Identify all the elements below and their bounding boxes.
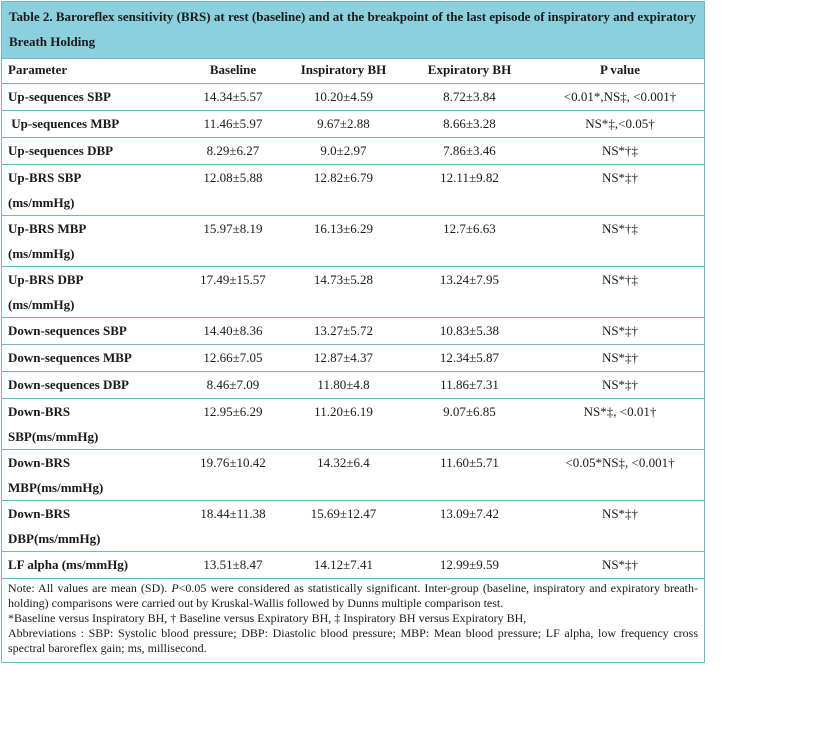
cell-inspiratory: 12.82±6.79 (284, 165, 403, 216)
note-text: Note: All values are mean (SD). (8, 581, 172, 595)
cell-expiratory: 12.99±9.59 (403, 552, 536, 579)
results-table (1, 1, 705, 663)
cell-inspiratory: 14.12±7.41 (284, 552, 403, 579)
cell-parameter (2, 165, 182, 216)
cell-p-value: NS*‡† (536, 165, 704, 216)
cell-expiratory: 13.09±7.42 (403, 501, 536, 552)
cell-baseline: 12.95±6.29 (182, 399, 284, 450)
cell-p-value: <0.01*,NS‡, <0.001† (536, 84, 704, 111)
parameter-line: Down-sequences SBP (8, 323, 127, 338)
cell-parameter (2, 552, 182, 579)
cell-expiratory: 8.66±3.28 (403, 111, 536, 138)
parameter-line: Up-sequences MBP (8, 116, 120, 131)
parameter-line: Down-BRS (8, 455, 71, 470)
parameter-line: Up-BRS MBP (8, 221, 87, 236)
parameter-line: Down-BRS (8, 404, 71, 419)
cell-p-value: NS*‡, <0.01† (536, 399, 704, 450)
cell-inspiratory: 14.73±5.28 (284, 267, 403, 318)
parameter-line: Up-BRS SBP (8, 170, 82, 185)
cell-baseline: 13.51±8.47 (182, 552, 284, 579)
cell-expiratory: 11.86±7.31 (403, 372, 536, 399)
cell-p-value: NS*‡† (536, 318, 704, 345)
cell-p-value: NS*†‡ (536, 138, 704, 165)
table-note (2, 579, 704, 662)
note-statistics (8, 581, 698, 611)
parameter-line: Down-BRS (8, 506, 71, 521)
parameter-line: SBP(ms/mmHg) (8, 429, 99, 444)
cell-parameter (2, 84, 182, 111)
table-row (2, 84, 704, 111)
cell-parameter (2, 450, 182, 501)
cell-expiratory: 9.07±6.85 (403, 399, 536, 450)
cell-expiratory: 12.7±6.63 (403, 216, 536, 267)
cell-parameter (2, 399, 182, 450)
cell-p-value: NS*‡† (536, 345, 704, 372)
header-inspiratory: Inspiratory BH (284, 59, 403, 84)
cell-baseline: 12.08±5.88 (182, 165, 284, 216)
cell-p-value: <0.05*NS‡, <0.001† (536, 450, 704, 501)
table-row (2, 267, 704, 318)
cell-p-value: NS*‡† (536, 501, 704, 552)
table-row (2, 165, 704, 216)
cell-parameter (2, 111, 182, 138)
cell-expiratory: 8.72±3.84 (403, 84, 536, 111)
cell-p-value: NS*‡† (536, 552, 704, 579)
table-row (2, 372, 704, 399)
parameter-line: LF alpha (ms/mmHg) (8, 557, 129, 572)
table-row (2, 111, 704, 138)
parameter-line: MBP(ms/mmHg) (8, 480, 104, 495)
note-p-italic: P (171, 581, 179, 595)
parameter-line: DBP(ms/mmHg) (8, 531, 101, 546)
parameter-line: Up-sequences SBP (8, 89, 111, 104)
header-expiratory: Expiratory BH (403, 59, 536, 84)
parameter-line: (ms/mmHg) (8, 246, 75, 261)
cell-baseline: 18.44±11.38 (182, 501, 284, 552)
cell-baseline: 11.46±5.97 (182, 111, 284, 138)
parameter-line: Down-sequences MBP (8, 350, 132, 365)
cell-parameter (2, 138, 182, 165)
cell-inspiratory: 13.27±5.72 (284, 318, 403, 345)
cell-inspiratory: 11.80±4.8 (284, 372, 403, 399)
note-symbols: *Baseline versus Inspiratory BH, † Baseline versus Expiratory BH, ‡ Inspiratory BH versus Expiratory BH, (8, 611, 527, 625)
cell-p-value: NS*‡† (536, 372, 704, 399)
cell-parameter (2, 318, 182, 345)
table-row (2, 450, 704, 501)
cell-expiratory: 12.34±5.87 (403, 345, 536, 372)
table-row (2, 552, 704, 579)
cell-parameter (2, 372, 182, 399)
cell-baseline: 8.29±6.27 (182, 138, 284, 165)
cell-baseline: 15.97±8.19 (182, 216, 284, 267)
cell-inspiratory: 9.0±2.97 (284, 138, 403, 165)
cell-expiratory: 12.11±9.82 (403, 165, 536, 216)
cell-baseline: 19.76±10.42 (182, 450, 284, 501)
cell-baseline: 14.34±5.57 (182, 84, 284, 111)
cell-p-value: NS*‡,<0.05† (536, 111, 704, 138)
table-row (2, 216, 704, 267)
header-parameter: Parameter (2, 59, 182, 84)
parameter-line: (ms/mmHg) (8, 297, 75, 312)
table-title: Table 2. Baroreflex sensitivity (BRS) at rest (baseline) and at the breakpoint of the last episode of inspiratory and expiratory Breath Holding (2, 2, 704, 59)
table-row (2, 345, 704, 372)
cell-p-value: NS*†‡ (536, 267, 704, 318)
parameter-line: (ms/mmHg) (8, 195, 75, 210)
note-abbreviations: Abbreviations : SBP: Systolic blood pressure; DBP: Diastolic blood pressure; MBP: Mean blood pressure; LF alpha, low frequency cross spectral baroreflex gain; ms, millisecond. (8, 626, 698, 655)
cell-parameter (2, 345, 182, 372)
cell-parameter (2, 501, 182, 552)
cell-expiratory: 13.24±7.95 (403, 267, 536, 318)
parameter-line: Up-BRS DBP (8, 272, 84, 287)
cell-expiratory: 10.83±5.38 (403, 318, 536, 345)
cell-expiratory: 7.86±3.46 (403, 138, 536, 165)
cell-p-value: NS*†‡ (536, 216, 704, 267)
parameter-line: Down-sequences DBP (8, 377, 129, 392)
header-p-value: P value (536, 59, 704, 84)
header-baseline: Baseline (182, 59, 284, 84)
cell-parameter (2, 216, 182, 267)
cell-inspiratory: 14.32±6.4 (284, 450, 403, 501)
header-row (2, 59, 704, 84)
cell-inspiratory: 10.20±4.59 (284, 84, 403, 111)
table-row (2, 399, 704, 450)
cell-inspiratory: 15.69±12.47 (284, 501, 403, 552)
cell-inspiratory: 16.13±6.29 (284, 216, 403, 267)
data-grid (2, 59, 704, 579)
cell-inspiratory: 9.67±2.88 (284, 111, 403, 138)
cell-baseline: 8.46±7.09 (182, 372, 284, 399)
cell-baseline: 17.49±15.57 (182, 267, 284, 318)
note-text-cont: <0.05 were considered as statistically significant. Inter-group (baseline, inspiratory and expiratory breath-holding) comparisons were carried out by Kruskal-Wallis followed by Dunns multiple comparison test. (8, 581, 698, 610)
table-row (2, 501, 704, 552)
parameter-line: Up-sequences DBP (8, 143, 114, 158)
cell-expiratory: 11.60±5.71 (403, 450, 536, 501)
table-row (2, 318, 704, 345)
cell-inspiratory: 12.87±4.37 (284, 345, 403, 372)
cell-inspiratory: 11.20±6.19 (284, 399, 403, 450)
cell-baseline: 14.40±8.36 (182, 318, 284, 345)
cell-baseline: 12.66±7.05 (182, 345, 284, 372)
cell-parameter (2, 267, 182, 318)
table-row (2, 138, 704, 165)
